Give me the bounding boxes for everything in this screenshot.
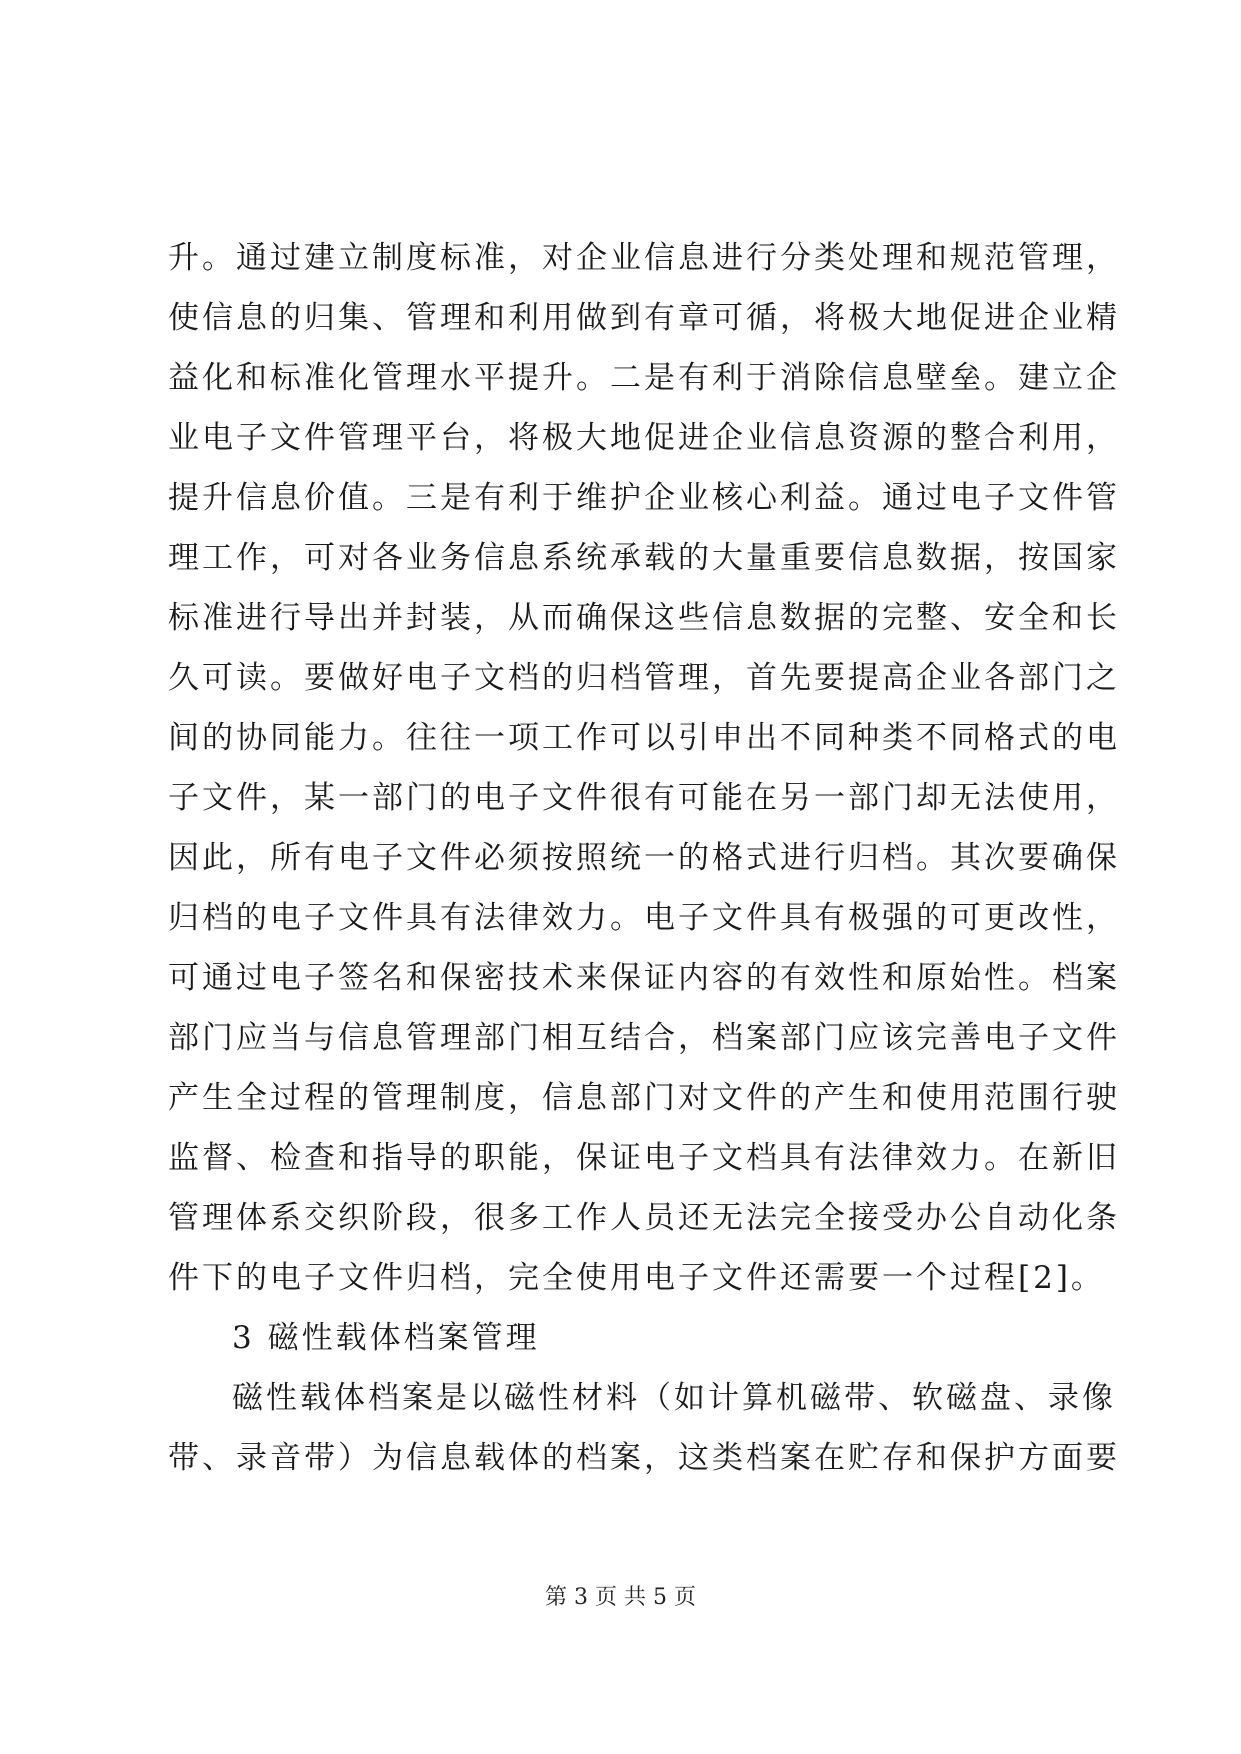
section-heading: 3 磁性载体档案管理 xyxy=(232,1320,540,1356)
text-line: 理工作，可对各业务信息系统承载的大量重要信息数据，按国家 xyxy=(168,540,1120,576)
text-line: 标准进行导出并封装，从而确保这些信息数据的完整、安全和长 xyxy=(168,600,1120,636)
text-line: 益化和标准化管理水平提升。二是有利于消除信息壁垒。建立企 xyxy=(168,360,1120,396)
text-line: 业电子文件管理平台，将极大地促进企业信息资源的整合利用， xyxy=(168,420,1120,456)
text-line: 间的协同能力。往往一项工作可以引申出不同种类不同格式的电 xyxy=(168,720,1120,756)
text-line: 归档的电子文件具有法律效力。电子文件具有极强的可更改性， xyxy=(168,900,1120,936)
text-line: 部门应当与信息管理部门相互结合，档案部门应该完善电子文件 xyxy=(168,1020,1120,1056)
text-line: 子文件，某一部门的电子文件很有可能在另一部门却无法使用， xyxy=(168,780,1120,816)
text-line: 管理体系交织阶段，很多工作人员还无法完全接受办公自动化条 xyxy=(168,1200,1120,1236)
text-line: 产生全过程的管理制度，信息部门对文件的产生和使用范围行驶 xyxy=(168,1080,1120,1116)
text-line: 提升信息价值。三是有利于维护企业核心利益。通过电子文件管 xyxy=(168,480,1120,516)
text-line: 久可读。要做好电子文档的归档管理，首先要提高企业各部门之 xyxy=(168,660,1120,696)
text-line: 因此，所有电子文件必须按照统一的格式进行归档。其次要确保 xyxy=(168,840,1120,876)
text-line: 升。通过建立制度标准，对企业信息进行分类处理和规范管理， xyxy=(168,240,1120,276)
text-line: 带、录音带）为信息载体的档案，这类档案在贮存和保护方面要 xyxy=(168,1440,1120,1476)
body-text xyxy=(168,228,1120,1488)
text-line: 使信息的归集、管理和利用做到有章可循，将极大地促进企业精 xyxy=(168,300,1120,336)
page-footer: 第 3 页 共 5 页 xyxy=(545,1585,696,1610)
text-line: 监督、检查和指导的职能，保证电子文档具有法律效力。在新旧 xyxy=(168,1140,1120,1176)
text-line: 件下的电子文件归档，完全使用电子文件还需要一个过程[2]。 xyxy=(168,1260,1105,1296)
paragraph-first-line: 磁性载体档案是以磁性材料（如计算机磁带、软磁盘、录像 xyxy=(232,1380,1116,1416)
text-line: 可通过电子签名和保密技术来保证内容的有效性和原始性。档案 xyxy=(168,960,1120,996)
